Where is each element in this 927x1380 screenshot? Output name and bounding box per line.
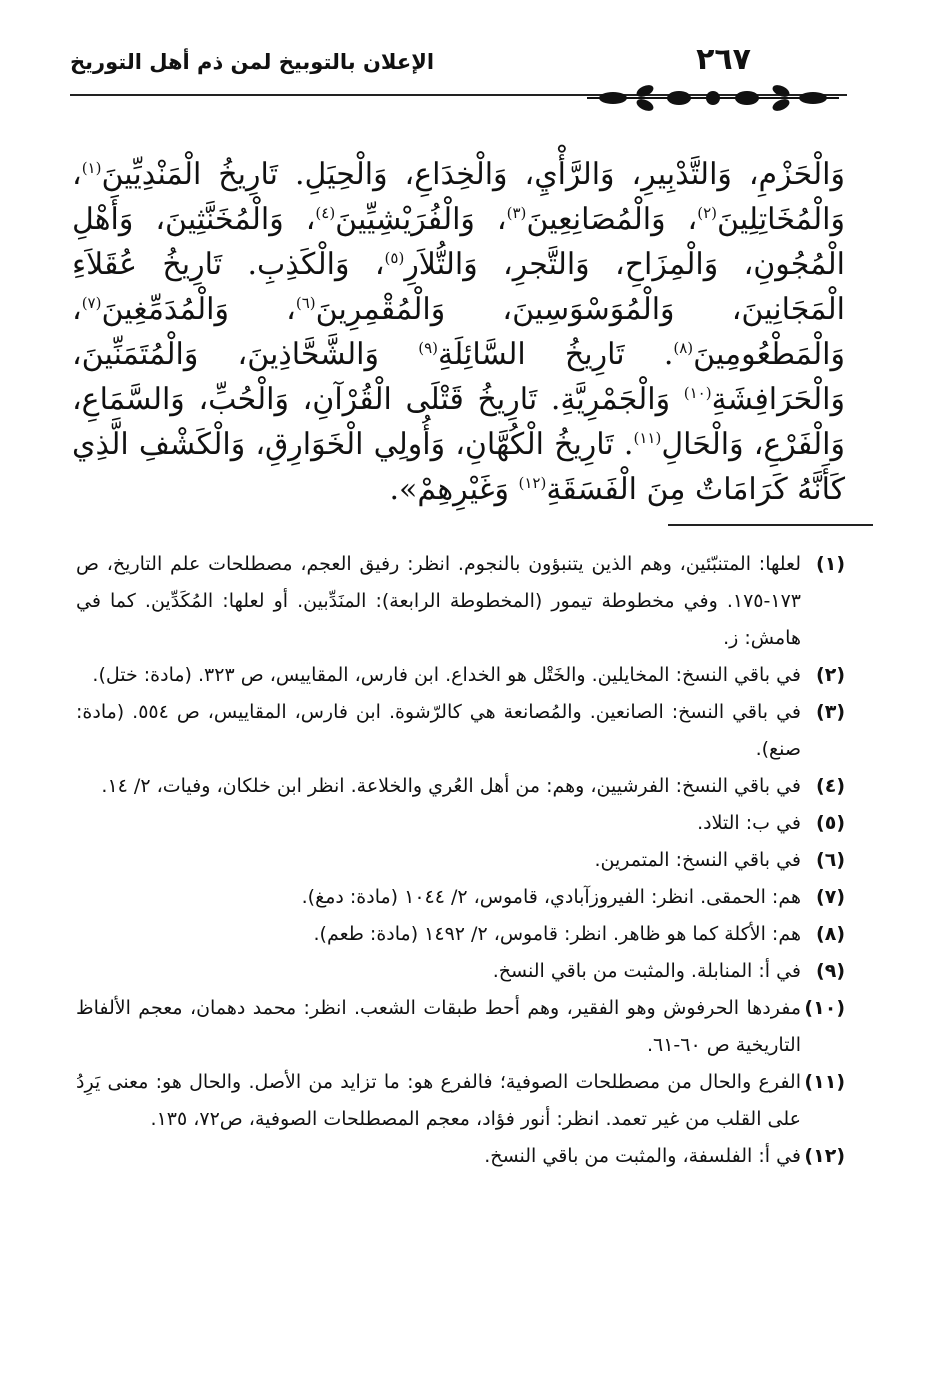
footnote-item <box>76 805 845 842</box>
footnote-number: (٧) <box>816 886 845 908</box>
text-segment: ، وَالْكَذِبِ. تَارِيخُ عُقَلاَءِ الْمَجَانِينَ، وَالْمُوَسْوَسِينَ، وَالْمُقْمِرِينَ <box>72 247 845 327</box>
footnote-text: في ب: التلاد. <box>697 812 801 834</box>
footnote-number: (١٢) <box>804 1145 845 1167</box>
footnote-item <box>76 1064 845 1138</box>
footnote-number: (١٠) <box>804 997 845 1019</box>
footnote-ref[interactable]: (٦) <box>295 294 316 312</box>
text-segment: ، وَالْمَطْعُومِينَ <box>72 292 845 372</box>
footnote-ref[interactable]: (٤) <box>315 204 336 222</box>
footnote-item <box>76 657 845 694</box>
footnote-ref[interactable]: (١١) <box>633 429 662 447</box>
text-segment: ، وَالْمُدَمِّغِينَ <box>101 292 296 327</box>
footnote-ref[interactable]: (١٢) <box>518 474 547 492</box>
footnote-number: (٥) <box>816 812 845 834</box>
footnote-ref[interactable]: (١) <box>81 159 102 177</box>
footnote-text: في باقي النسخ: الصانعين. والمُصانعة هي كالرّشوة. ابن فارس، المقاييس، ص ٥٥٤. (مادة: صنع). <box>76 701 801 760</box>
footnote-text: في أ: الفلسفة، والمثبت من باقي النسخ. <box>484 1145 801 1167</box>
footnote-ref[interactable]: (٩) <box>418 339 438 357</box>
footnote-text: في باقي النسخ: الفرشيين، وهم: من أهل العُري والخلاعة. انظر ابن خلكان، وفيات، ٢/ ١٤. <box>101 775 801 797</box>
text-segment: . تَارِيخُ الْكُهَّانِ، وَأُولِي الْخَوَارِقِ، وَالْكَشْفِ الَّذِي كَأَنَّهُ كَرَامَاتٌ مِنَ الْفَسَقَةِ <box>72 427 845 507</box>
footnote-item <box>76 990 845 1064</box>
text-segment: ، وَالْمُصَانِعِينَ <box>526 202 698 237</box>
footnote-item <box>76 768 845 805</box>
footnote-text: الفرع والحال من مصطلحات الصوفية؛ فالفرع هو: ما تزايد من الأصل. والحال هو: معنى يَرِدُ على القلب من غير تعمد. انظر: أنور فؤاد، معجم المصطلحات الصوفية، ص٧٢، ١٣٥. <box>76 1071 801 1130</box>
footnote-number: (٦) <box>816 849 845 871</box>
footnote-ref[interactable]: (٧) <box>81 294 102 312</box>
text-segment: وَالشَّحَّاذِينَ، وَالْمُتَمَنِّينَ، وَالْحَرَافِشَةِ <box>72 337 845 417</box>
main-paragraph <box>72 152 845 512</box>
text-segment: وَغَيْرِهِمْ». <box>389 472 519 507</box>
footnote-text: في باقي النسخ: المتمرين. <box>594 849 801 871</box>
footnote-item <box>76 953 845 990</box>
footnote-item <box>76 916 845 953</box>
footnote-number: (١١) <box>804 1071 845 1093</box>
text-segment: . تَارِيخُ السَّائِلَةِ <box>437 337 674 372</box>
footnote-number: (٩) <box>816 960 845 982</box>
footnote-item <box>76 546 845 657</box>
text-segment: ، وَالْمُخَاتِلِينَ <box>72 157 845 237</box>
footnote-number: (٨) <box>816 923 845 945</box>
footnote-item <box>76 879 845 916</box>
footnote-number: (٣) <box>816 701 845 723</box>
footnote-separator <box>668 524 873 526</box>
footnote-item <box>76 842 845 879</box>
footnote-number: (٤) <box>816 775 845 797</box>
text-segment: ، وَالْفُرَيْشِيِّينَ <box>335 202 507 237</box>
footnote-text: مفردها الحرفوش وهو الفقير، وهم أحط طبقات الشعب. انظر: محمد دهمان، معجم الألفاظ التاريخية ص ٦٠-٦١. <box>76 997 801 1056</box>
text-segment: وَالْحَزْمِ، وَالتَّدْبِيرِ، وَالرَّأْيِ، وَالْخِدَاعِ، وَالْحِيَلِ. تَارِيخُ الْمَنْدِيِّينَ <box>101 157 845 192</box>
footnote-number: (٢) <box>816 664 845 686</box>
footnote-item <box>76 694 845 768</box>
footnote-number: (١) <box>816 553 845 575</box>
floral-ornament-icon <box>583 78 843 118</box>
footnote-text: هم: الأكلة كما هو ظاهر. انظر: قاموس، ٢/ ١٤٩٢ (مادة: طعم). <box>313 923 801 945</box>
running-title: الإعلان بالتوبيخ لمن ذم أهل التوريخ <box>70 50 435 74</box>
text-segment: وَالْجَمْرِيَّةِ. تَارِيخُ قَتْلَى الْقُرْآنِ، وَالْحُبِّ، وَالسَّمَاعِ، وَالْفَرْعِ، وَالْحَالِ <box>72 382 845 462</box>
footnote-text: هم: الحمقى. انظر: الفيروزآبادي، قاموس، ٢/ ١٠٤٤ (مادة: دمغ). <box>301 886 801 908</box>
footnotes-list <box>76 546 845 1175</box>
footnote-text: لعلها: المتنبّئين، وهم الذين يتنبؤون بالنجوم. انظر: رفيق العجم، مصطلحات علم التاريخ، ص ١٧٣-١٧٥. وفي مخطوطة تيمور (المخطوطة الرابعة): المنَدِّبين. أو لعلها: المُكَدِّين. كما في هامش: ز. <box>76 553 801 649</box>
footnote-ref[interactable]: (٨) <box>673 339 694 357</box>
footnote-ref[interactable]: (٢) <box>697 204 718 222</box>
footnote-ref[interactable]: (١٠) <box>683 384 712 402</box>
page-number: ٢٦٧ <box>696 42 751 77</box>
footnote-item <box>76 1138 845 1175</box>
footnote-text: في أ: المنابلة. والمثبت من باقي النسخ. <box>492 960 801 982</box>
footnote-ref[interactable]: (٣) <box>506 204 527 222</box>
footnote-text: في باقي النسخ: المخايلين. والخَتْل هو الخداع. ابن فارس، المقاييس، ص ٣٢٣. (مادة: ختل). <box>92 664 801 686</box>
footnote-ref[interactable]: (٥) <box>384 249 405 267</box>
text-segment: ، وَالْمُخَنَّثِينَ، وَأَهْلِ الْمُجُونِ، وَالْمِزَاحِ، وَالتَّجرِ، وَالتُّلاَرِ <box>72 202 845 282</box>
